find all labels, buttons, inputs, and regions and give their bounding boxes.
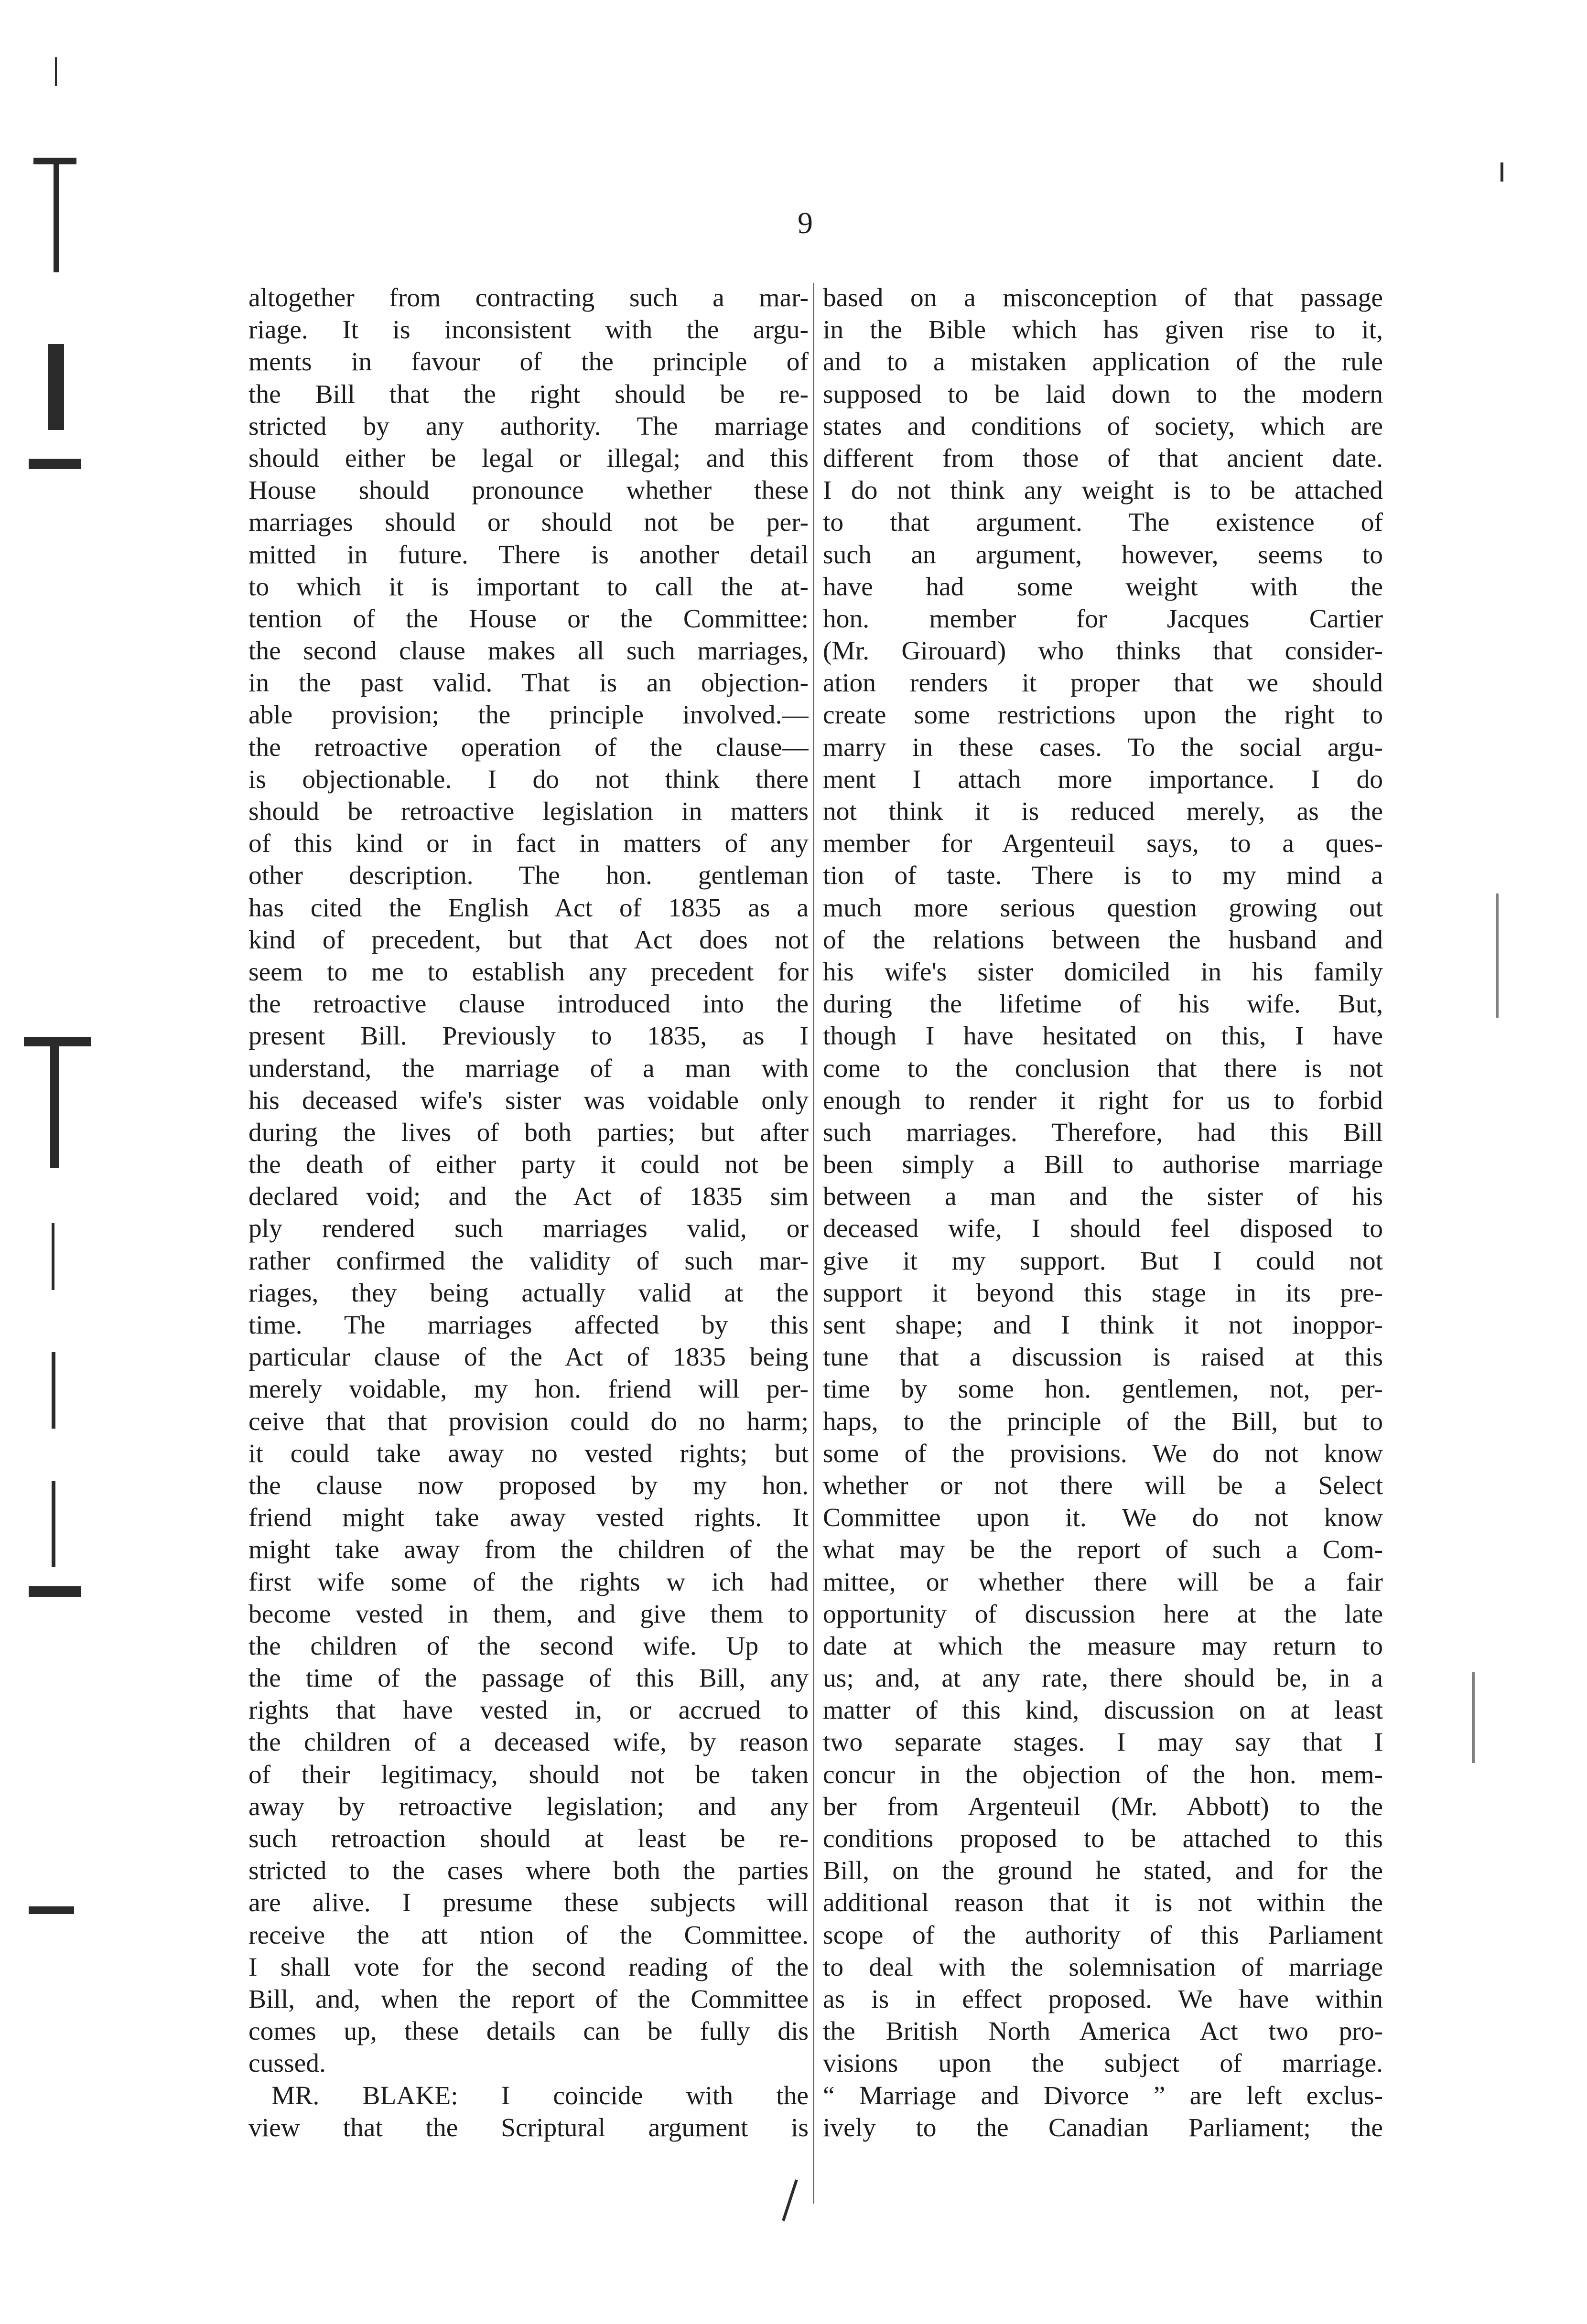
text-line: ber from Argenteuil (Mr. Abbott) to the xyxy=(823,1792,1383,1821)
text-line: should either be legal or illegal; and this xyxy=(248,443,809,473)
text-line: whether or not there will be a Select xyxy=(823,1471,1383,1500)
text-line: the time of the passage of this Bill, any xyxy=(248,1664,809,1693)
text-line: the clause now proposed by my hon. xyxy=(248,1471,809,1500)
text-line: concur in the objection of the hon. mem- xyxy=(823,1760,1383,1789)
text-line: I do not think any weight is to be attached xyxy=(823,476,1383,506)
text-line: two separate stages. I may say that I xyxy=(823,1728,1383,1757)
text-line: declared void; and the Act of 1835 sim xyxy=(248,1182,809,1212)
text-line: mittee, or whether there will be a fair xyxy=(823,1567,1383,1597)
binding-mark xyxy=(54,162,59,272)
text-line: in the past valid. That is an objection- xyxy=(248,668,809,698)
text-line: the retroactive clause introduced into the xyxy=(248,990,809,1019)
text-line: mitted in future. There is another detail xyxy=(248,540,809,570)
text-line: (Mr. Girouard) who thinks that consider- xyxy=(823,636,1383,666)
binding-mark xyxy=(52,1481,55,1567)
text-line: the children of the second wife. Up to xyxy=(248,1631,809,1661)
text-line: kind of precedent, but that Act does not xyxy=(248,925,809,955)
text-line: has cited the English Act of 1835 as a xyxy=(248,893,809,923)
text-line: much more serious question growing out xyxy=(823,893,1383,923)
binding-mark xyxy=(50,1044,59,1168)
text-line: of their legitimacy, should not be taken xyxy=(248,1760,809,1789)
binding-mark xyxy=(55,57,57,86)
text-line: time by some hon. gentlemen, not, per- xyxy=(823,1375,1383,1404)
text-line: riages, they being actually valid at the xyxy=(248,1278,809,1308)
text-line: first wife some of the rights w ich had xyxy=(248,1567,809,1597)
text-line: opportunity of discussion here at the late xyxy=(823,1599,1383,1629)
text-line: the children of a deceased wife, by reason xyxy=(248,1728,809,1757)
text-line: such retroaction should at least be re- xyxy=(248,1824,809,1853)
text-line: seem to me to establish any precedent for xyxy=(248,957,809,987)
text-line: receive the att ntion of the Committee. xyxy=(248,1920,809,1950)
text-line: it could take away no vested rights; but xyxy=(248,1439,809,1468)
text-line: time. The marriages affected by this xyxy=(248,1311,809,1340)
text-line: his deceased wife's sister was voidable only xyxy=(248,1086,809,1115)
text-line: Bill, and, when the report of the Committee xyxy=(248,1984,809,2014)
text-line: what may be the report of such a Com- xyxy=(823,1535,1383,1565)
text-line: the Bill that the right should be re- xyxy=(248,379,809,409)
text-line: is objectionable. I do not think there xyxy=(248,764,809,794)
text-line: date at which the measure may return to xyxy=(823,1631,1383,1661)
text-line: as is in effect proposed. We have within xyxy=(823,1984,1383,2014)
text-line: understand, the marriage of a man with xyxy=(248,1054,809,1083)
text-line: give it my support. But I could not xyxy=(823,1246,1383,1276)
text-line: support it beyond this stage in its pre- xyxy=(823,1278,1383,1308)
text-line: ment I attach more importance. I do xyxy=(823,764,1383,794)
binding-mark xyxy=(29,459,81,469)
binding-mark xyxy=(52,1223,54,1290)
text-line: comes up, these details can be fully dis xyxy=(248,2017,809,2046)
edge-mark xyxy=(1501,162,1503,182)
text-line: scope of the authority of this Parliament xyxy=(823,1920,1383,1950)
text-line: been simply a Bill to authorise marriage xyxy=(823,1150,1383,1180)
text-line: particular clause of the Act of 1835 being xyxy=(248,1343,809,1372)
text-line: are alive. I presume these subjects will xyxy=(248,1888,809,1918)
text-line: tention of the House or the Committee: xyxy=(248,604,809,634)
text-line: ments in favour of the principle of xyxy=(248,347,809,377)
text-line: create some restrictions upon the right to xyxy=(823,700,1383,730)
text-line: of the relations between the husband and xyxy=(823,925,1383,955)
text-line: us; and, at any rate, there should be, in a xyxy=(823,1664,1383,1693)
text-line: and to a mistaken application of the rule xyxy=(823,347,1383,377)
text-line: come to the conclusion that there is not xyxy=(823,1054,1383,1083)
text-line: Committee upon it. We do not know xyxy=(823,1503,1383,1533)
text-line: matter of this kind, discussion on at least xyxy=(823,1696,1383,1725)
page-number: 9 xyxy=(798,206,813,240)
text-line: between a man and the sister of his xyxy=(823,1182,1383,1212)
text-line: marry in these cases. To the social argu- xyxy=(823,732,1383,762)
text-line: though I have hesitated on this, I have xyxy=(823,1022,1383,1051)
text-line: visions upon the subject of marriage. xyxy=(823,2049,1383,2078)
left-column xyxy=(248,282,809,2144)
text-line: the British North America Act two pro- xyxy=(823,2017,1383,2046)
text-line: deceased wife, I should feel disposed to xyxy=(823,1214,1383,1244)
text-line: House should pronounce whether these xyxy=(248,476,809,506)
text-line: different from those of that ancient date. xyxy=(823,443,1383,473)
edge-mark xyxy=(1496,893,1499,1018)
text-line: member for Argenteuil says, to a ques- xyxy=(823,829,1383,859)
text-line: other description. The hon. gentleman xyxy=(248,861,809,891)
binding-mark xyxy=(48,344,64,430)
text-line: ively to the Canadian Parliament; the xyxy=(823,2113,1383,2142)
text-line: stricted by any authority. The marriage xyxy=(248,411,809,441)
text-line: stricted to the cases where both the parties xyxy=(248,1856,809,1886)
text-line: ply rendered such marriages valid, or xyxy=(248,1214,809,1244)
text-line: during the lifetime of his wife. But, xyxy=(823,990,1383,1019)
text-line: not think it is reduced merely, as the xyxy=(823,797,1383,826)
text-line: friend might take away vested rights. It xyxy=(248,1503,809,1533)
text-line: present Bill. Previously to 1835, as I xyxy=(248,1022,809,1051)
text-line: have had some weight with the xyxy=(823,572,1383,602)
text-line: hon. member for Jacques Cartier xyxy=(823,604,1383,634)
text-line: the retroactive operation of the clause— xyxy=(248,732,809,762)
text-line: away by retroactive legislation; and any xyxy=(248,1792,809,1821)
text-line: tion of taste. There is to my mind a xyxy=(823,861,1383,891)
pen-stroke-mark xyxy=(782,2179,798,2221)
text-line: might take away from the children of the xyxy=(248,1535,809,1565)
text-line: rights that have vested in, or accrued to xyxy=(248,1696,809,1725)
text-line: his wife's sister domiciled in his family xyxy=(823,957,1383,987)
text-line: the second clause makes all such marriages, xyxy=(248,636,809,666)
edge-mark xyxy=(1472,1672,1475,1763)
text-line: marriages should or should not be per- xyxy=(248,508,809,538)
binding-mark xyxy=(29,1586,81,1597)
text-line: sent shape; and I think it not inoppor- xyxy=(823,1311,1383,1340)
text-line: in the Bible which has given rise to it, xyxy=(823,315,1383,345)
text-line: to that argument. The existence of xyxy=(823,508,1383,538)
text-line: states and conditions of society, which are xyxy=(823,411,1383,441)
text-line: rather confirmed the validity of such mar- xyxy=(248,1246,809,1276)
text-line: such marriages. Therefore, had this Bill xyxy=(823,1118,1383,1147)
text-line: view that the Scriptural argument is xyxy=(248,2113,809,2142)
text-line: I shall vote for the second reading of the xyxy=(248,1952,809,1982)
speaker-line: MR. BLAKE: I coincide with the xyxy=(271,2081,809,2110)
text-line: “ Marriage and Divorce ” are left exclus- xyxy=(823,2081,1383,2110)
text-line: the death of either party it could not be xyxy=(248,1150,809,1180)
text-line: ation renders it proper that we should xyxy=(823,668,1383,698)
text-line: should be retroactive legislation in matters xyxy=(248,797,809,826)
text-line: to which it is important to call the at- xyxy=(248,572,809,602)
text-line: tune that a discussion is raised at this xyxy=(823,1343,1383,1372)
text-line: additional reason that it is not within the xyxy=(823,1888,1383,1918)
column-divider xyxy=(813,283,814,2204)
text-line: altogether from contracting such a mar- xyxy=(248,283,809,312)
text-line: during the lives of both parties; but after xyxy=(248,1118,809,1147)
right-column xyxy=(823,282,1383,2144)
text-line: enough to render it right for us to forbid xyxy=(823,1086,1383,1115)
text-line: conditions proposed to be attached to this xyxy=(823,1824,1383,1853)
text-line: able provision; the principle involved.— xyxy=(248,700,809,730)
text-line: haps, to the principle of the Bill, but to xyxy=(823,1407,1383,1436)
binding-mark xyxy=(29,1906,74,1914)
text-line: cussed. xyxy=(248,2049,326,2078)
text-line: ceive that that provision could do no harm; xyxy=(248,1407,809,1436)
text-line: riage. It is inconsistent with the argu- xyxy=(248,315,809,345)
text-line: supposed to be laid down to the modern xyxy=(823,379,1383,409)
text-line: to deal with the solemnisation of marriage xyxy=(823,1952,1383,1982)
text-line: merely voidable, my hon. friend will per- xyxy=(248,1375,809,1404)
text-line: of this kind or in fact in matters of any xyxy=(248,829,809,859)
text-line: become vested in them, and give them to xyxy=(248,1599,809,1629)
text-line: based on a misconception of that passage xyxy=(823,283,1383,312)
binding-mark xyxy=(52,1352,55,1429)
text-line: such an argument, however, seems to xyxy=(823,540,1383,570)
text-line: some of the provisions. We do not know xyxy=(823,1439,1383,1468)
text-line: Bill, on the ground he stated, and for the xyxy=(823,1856,1383,1886)
